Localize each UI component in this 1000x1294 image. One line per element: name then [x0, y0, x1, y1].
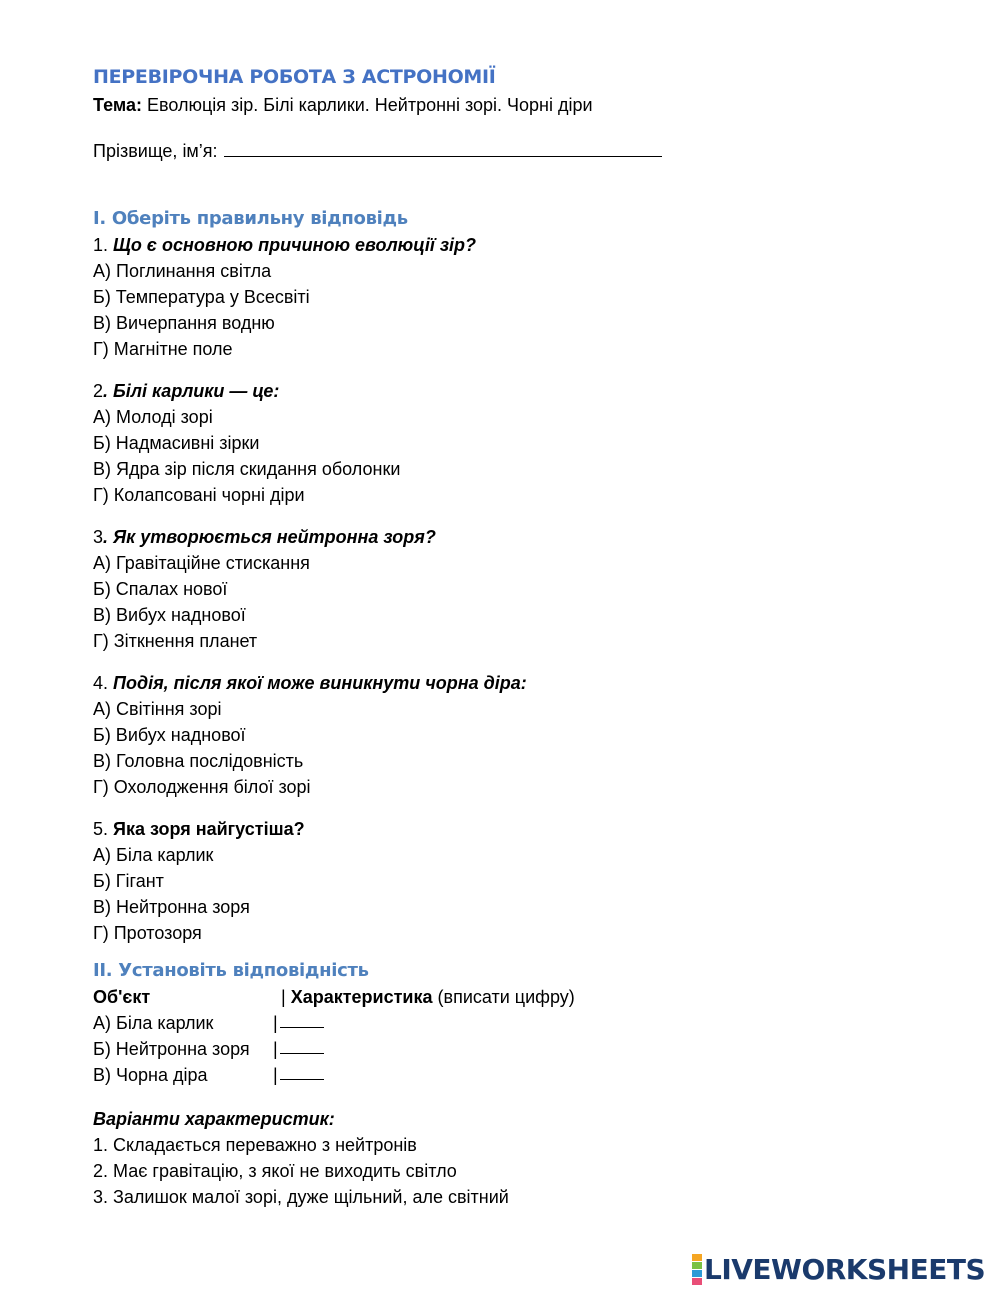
variants-list [93, 1132, 953, 1210]
question-number: 3 [93, 527, 104, 547]
question-1 [93, 232, 953, 362]
logo-text: LIVEWORKSHEETS [704, 1252, 986, 1286]
match-answer-blank[interactable] [280, 1062, 324, 1080]
answer-option[interactable]: А) Гравітаційне стискання [93, 553, 310, 573]
col-char-header: | Характеристика (вписати цифру) [281, 987, 575, 1007]
answer-option[interactable]: В) Головна послідовність [93, 751, 304, 771]
match-separator: | [273, 1013, 278, 1033]
answer-option[interactable]: Г) Колапсовані чорні діри [93, 485, 305, 505]
variant-item: 3. Залишок малої зорі, дуже щільний, але світний [93, 1187, 509, 1207]
questions-list [93, 232, 953, 946]
question-number: 2 [93, 381, 104, 401]
question-number: 4. [93, 673, 114, 693]
question-2 [93, 378, 953, 508]
match-object: Б) Нейтронна зоря [93, 1039, 250, 1059]
liveworksheets-logo [692, 1252, 985, 1286]
match-answer-blank[interactable] [280, 1010, 324, 1028]
answer-option[interactable]: А) Біла карлик [93, 845, 214, 865]
match-object: А) Біла карлик [93, 1013, 214, 1033]
topic-value: Еволюція зір. Білі карлики. Нейтронні зорі. Чорні діри [141, 95, 593, 115]
match-separator: | [273, 1039, 278, 1059]
worksheet [93, 62, 953, 1210]
question-prompt: . Як утворюється нейтронна зоря? [103, 527, 436, 547]
page-title: ПЕРЕВІРОЧНА РОБОТА З АСТРОНОМІЇ [93, 66, 496, 88]
variant-item: 1. Складається переважно з нейтронів [93, 1135, 417, 1155]
question-number: 1. [93, 235, 114, 255]
answer-option[interactable]: В) Вибух наднової [93, 605, 246, 625]
match-row [93, 1036, 953, 1062]
name-input-line[interactable] [224, 139, 662, 157]
match-object: В) Чорна діра [93, 1065, 208, 1085]
question-prompt: . Білі карлики — це: [103, 381, 280, 401]
topic-line [93, 92, 953, 118]
topic-label: Тема: [93, 95, 142, 115]
question-number: 5. [93, 819, 114, 839]
variant-item: 2. Має гравітацію, з якої не виходить світло [93, 1161, 457, 1181]
question-prompt: Подія, після якої може виникнути чорна діра: [113, 673, 527, 693]
answer-option[interactable]: А) Молоді зорі [93, 407, 213, 427]
answer-option[interactable]: Б) Гігант [93, 871, 164, 891]
answer-option[interactable]: Б) Вибух наднової [93, 725, 246, 745]
name-row [93, 138, 953, 164]
match-rows [93, 1010, 953, 1088]
variants-heading: Варіанти характеристик: [93, 1109, 335, 1129]
match-answer-blank[interactable] [280, 1036, 324, 1054]
question-3 [93, 524, 953, 654]
question-prompt: Яка зоря найгустіша? [113, 819, 305, 839]
match-row [93, 1010, 953, 1036]
question-4 [93, 670, 953, 800]
col-char-label: Характеристика [290, 987, 433, 1007]
answer-option[interactable]: Г) Зіткнення планет [93, 631, 258, 651]
question-text [93, 816, 953, 842]
name-label: Прізвище, ім’я: [93, 141, 218, 161]
question-text [93, 670, 953, 696]
logo-mark-icon [692, 1254, 702, 1285]
answer-option[interactable]: В) Нейтронна зоря [93, 897, 250, 917]
answer-option[interactable]: Б) Спалах нової [93, 579, 228, 599]
answer-option[interactable]: Г) Протозоря [93, 923, 202, 943]
section-1-heading: I. Оберіть правильну відповідь [93, 208, 408, 229]
answer-option[interactable]: В) Ядра зір після скидання оболонки [93, 459, 401, 479]
answer-option[interactable]: Г) Магнітне поле [93, 339, 233, 359]
answer-option[interactable]: Г) Охолодження білої зорі [93, 777, 311, 797]
section-2-heading: II. Установіть відповідність [93, 960, 369, 981]
answer-option[interactable]: В) Вичерпання водню [93, 313, 275, 333]
match-separator: | [273, 1065, 278, 1085]
question-prompt: Що є основною причиною еволюції зір? [113, 235, 477, 255]
question-text [93, 232, 953, 258]
col-object-header: Об'єкт [93, 987, 151, 1007]
answer-option[interactable]: А) Світіння зорі [93, 699, 222, 719]
match-header [93, 984, 953, 1010]
col-char-note: (вписати цифру) [432, 987, 575, 1007]
question-text [93, 378, 953, 404]
match-row [93, 1062, 953, 1088]
answer-option[interactable]: Б) Надмасивні зірки [93, 433, 260, 453]
answer-option[interactable]: А) Поглинання світла [93, 261, 272, 281]
question-text [93, 524, 953, 550]
question-5 [93, 816, 953, 946]
answer-option[interactable]: Б) Температура у Всесвіті [93, 287, 310, 307]
